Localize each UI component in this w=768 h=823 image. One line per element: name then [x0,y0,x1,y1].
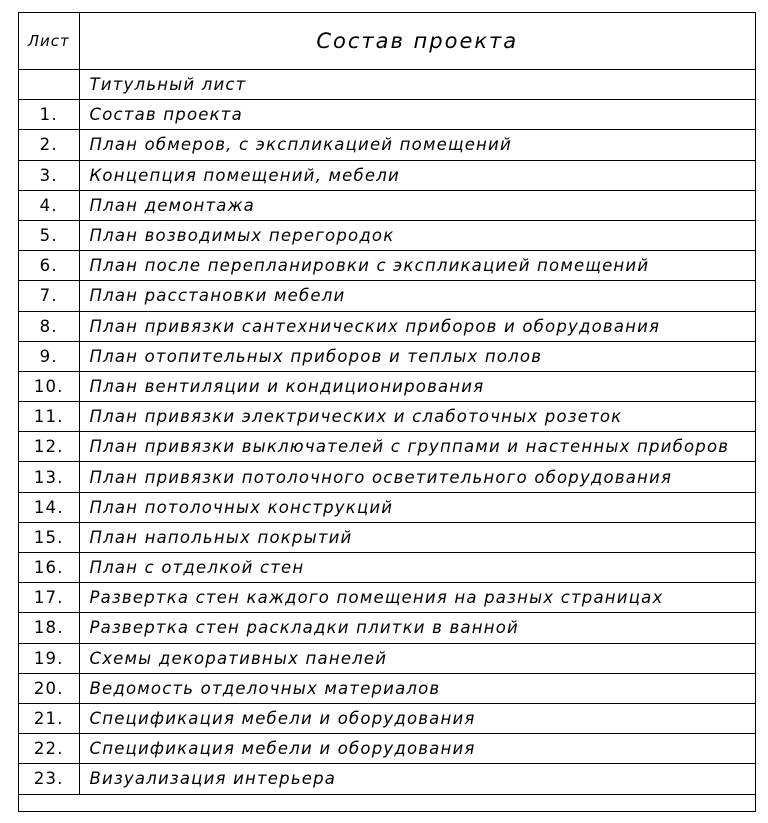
table-row [19,522,755,552]
table-row [19,220,755,250]
title-column-header: Состав проекта [79,13,755,70]
sheet-title: Визуализация интерьера [79,764,755,794]
sheet-number: 15. [19,522,79,552]
table-row [19,371,755,401]
sheet-number: 18. [19,613,79,643]
sheet-title: План с отделкой стен [79,553,755,583]
sheet-number: 7. [19,281,79,311]
sheet-title: План потолочных конструкций [79,492,755,522]
sheet-number [19,70,79,100]
sheet-title: План привязки электрических и слаботочных розеток [79,402,755,432]
sheet-title: План привязки потолочного осветительного оборудования [79,462,755,492]
sheet-title: Развертка стен раскладки плитки в ванной [79,613,755,643]
sheet-title: План привязки сантехнических приборов и оборудования [79,311,755,341]
table-row [19,402,755,432]
sheet-number: 4. [19,190,79,220]
table-row [19,70,755,100]
sheet-title: План обмеров, с экспликацией помещений [79,130,755,160]
sheet-title: Титульный лист [79,70,755,100]
table-row [19,130,755,160]
sheet-title: Развертка стен каждого помещения на разных страницах [79,583,755,613]
table-row [19,311,755,341]
table-row [19,190,755,220]
table-row [19,100,755,130]
sheet-number: 11. [19,402,79,432]
sheet-number: 1. [19,100,79,130]
sheet-title: План после перепланировки с экспликацией помещений [79,251,755,281]
sheet-title: План напольных покрытий [79,522,755,552]
sheet-number: 3. [19,160,79,190]
sheet-number: 10. [19,371,79,401]
sheet-number: 21. [19,703,79,733]
sheet-column-header: Лист [19,13,79,70]
sheet-number: 9. [19,341,79,371]
table-row [19,703,755,733]
table-row [19,432,755,462]
table-row [19,613,755,643]
sheet-title: План отопительных приборов и теплых полов [79,341,755,371]
table-body [19,70,755,795]
sheet-number: 6. [19,251,79,281]
sheet-number: 13. [19,462,79,492]
sheet-title: Концепция помещений, мебели [79,160,755,190]
table-row [19,492,755,522]
sheet-number: 2. [19,130,79,160]
sheet-title: Состав проекта [79,100,755,130]
table-row [19,160,755,190]
sheet-number: 8. [19,311,79,341]
sheet-title: Спецификация мебели и оборудования [79,734,755,764]
sheet-number: 12. [19,432,79,462]
sheet-number: 22. [19,734,79,764]
table-row [19,643,755,673]
table-row [19,734,755,764]
sheet-title: План расстановки мебели [79,281,755,311]
sheet-title: План привязки выключателей с группами и настенных приборов [79,432,755,462]
sheet-title: План вентиляции и кондиционирования [79,371,755,401]
table-row [19,553,755,583]
sheet-title: Ведомость отделочных материалов [79,673,755,703]
sheet-number: 16. [19,553,79,583]
table-header-row [19,13,755,70]
table-row [19,583,755,613]
table-row [19,764,755,794]
sheet-number: 14. [19,492,79,522]
table-row [19,251,755,281]
sheet-title: План возводимых перегородок [79,220,755,250]
sheet-number: 17. [19,583,79,613]
table-row [19,462,755,492]
sheet-title: Спецификация мебели и оборудования [79,703,755,733]
project-contents-sheet [18,12,756,812]
sheet-number: 23. [19,764,79,794]
sheet-number: 20. [19,673,79,703]
table-row [19,341,755,371]
sheet-title: План демонтажа [79,190,755,220]
sheet-number: 19. [19,643,79,673]
project-contents-table [19,13,755,795]
sheet-number: 5. [19,220,79,250]
table-row [19,673,755,703]
sheet-title: Схемы декоративных панелей [79,643,755,673]
table-row [19,281,755,311]
